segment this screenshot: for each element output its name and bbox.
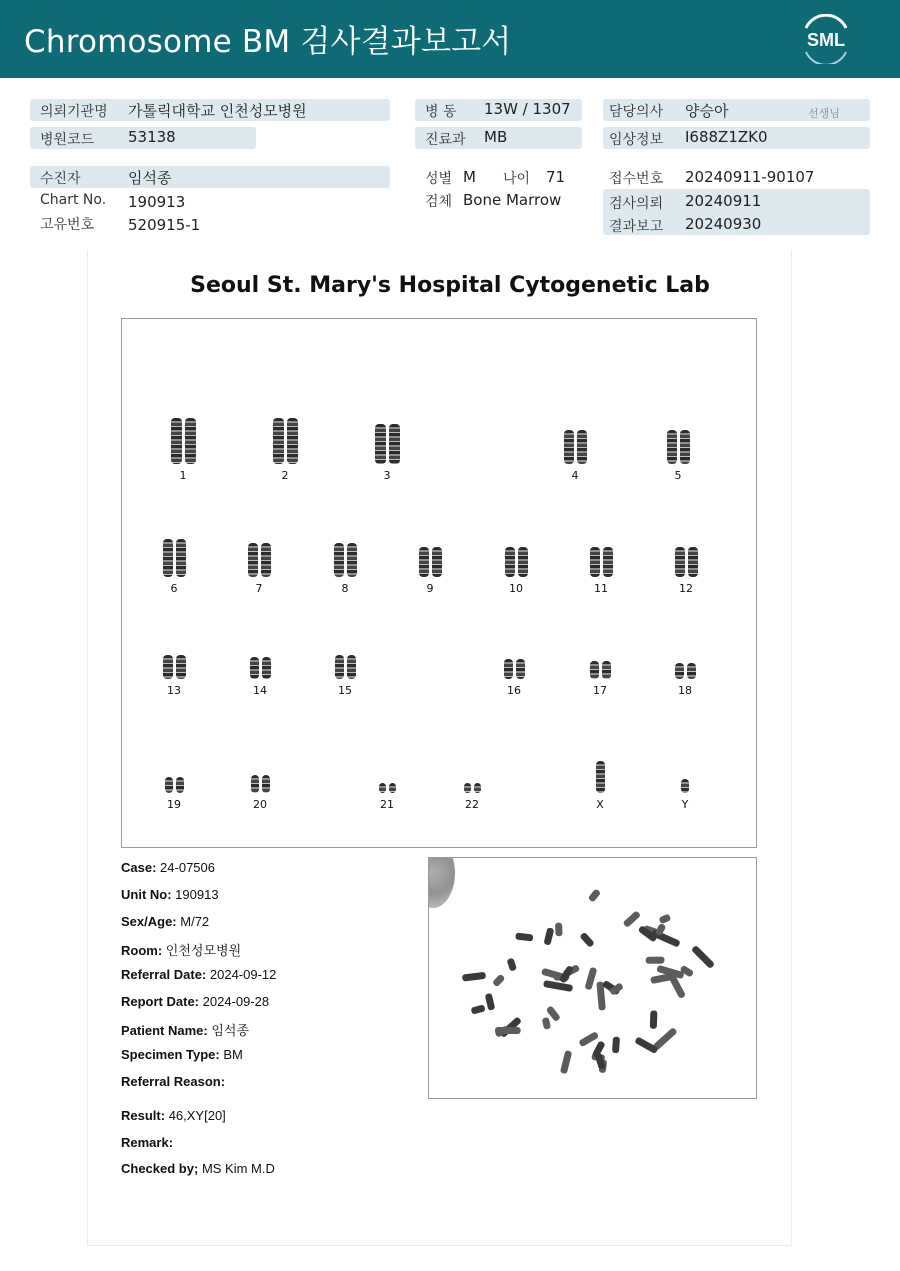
- chromosome-label-11: 11: [594, 582, 608, 595]
- metaphase-chromosome: [579, 932, 595, 948]
- report-date-label: 결과보고: [609, 219, 664, 235]
- chromosome-20-b: [262, 775, 270, 793]
- chromosome-22-b: [474, 783, 481, 793]
- dept-label: 진료과: [425, 132, 466, 148]
- metaphase-chromosome: [560, 1050, 572, 1074]
- metaphase-chromosome: [584, 967, 597, 991]
- room-label: Room:: [121, 943, 163, 958]
- chromosome-10-a: [505, 547, 515, 577]
- chromosome-17-b: [602, 661, 611, 679]
- chromosome-label-X: X: [596, 798, 604, 811]
- metaphase-chromosome: [471, 1004, 486, 1014]
- specimen-type-value: BM: [223, 1047, 243, 1062]
- chromosome-label-3: 3: [383, 469, 391, 482]
- chromosome-label-4: 4: [571, 469, 579, 482]
- chromosome-4-b: [577, 430, 587, 464]
- chromosome-12-a: [675, 547, 685, 577]
- chromosome-17-a: [590, 661, 599, 679]
- metaphase-chromosome: [515, 932, 533, 941]
- dept-value: MB: [484, 128, 508, 146]
- patient-name-line: [121, 1020, 249, 1039]
- case-line: [121, 860, 215, 875]
- checked-value: MS Kim M.D: [201, 1161, 275, 1176]
- metaphase-chromosome: [542, 1017, 551, 1030]
- chromosome-11-b: [603, 547, 613, 577]
- metaphase-chromosome: [612, 1037, 620, 1054]
- chromosome-label-6: 6: [170, 582, 178, 595]
- age-label: 나이: [503, 171, 531, 187]
- chromosome-9-a: [419, 547, 429, 577]
- doctor-label: 담당의사: [609, 104, 664, 120]
- chromosome-22-a: [464, 783, 471, 793]
- institution-label: 의뢰기관명: [40, 104, 108, 120]
- result-label: Result:: [121, 1108, 166, 1123]
- ward-value: 13W / 1307: [484, 100, 571, 118]
- chromosome-7-b: [261, 543, 271, 577]
- report-date-line: [121, 994, 269, 1009]
- chromosome-3-a: [375, 424, 386, 464]
- chromosome-20-a: [251, 775, 259, 793]
- patient-value: 임석종: [128, 169, 172, 187]
- chromosome-2-a: [273, 418, 284, 464]
- chromosome-14-b: [262, 657, 271, 679]
- metaphase-chromosome: [485, 993, 496, 1011]
- metaphase-chromosomes: [429, 858, 756, 1098]
- unique-value: 520915-1: [128, 216, 201, 234]
- sml-logo-text: SML: [807, 30, 845, 50]
- chromosome-9-b: [432, 547, 442, 577]
- karyogram-panel: [121, 318, 757, 848]
- chromosome-12-b: [688, 547, 698, 577]
- unique-label: 고유번호: [40, 217, 95, 233]
- chromosome-label-18: 18: [678, 684, 692, 697]
- metaphase-image: [428, 857, 757, 1099]
- remark-line: [121, 1135, 173, 1150]
- receipt-value: 20240911-90107: [685, 168, 815, 186]
- specimen-type-label: Specimen Type:: [121, 1047, 220, 1062]
- chromosome-13-b: [176, 655, 186, 679]
- referral-date-line: [121, 967, 276, 982]
- sml-logo: [796, 14, 856, 64]
- chart-value: 190913: [128, 193, 186, 211]
- chromosome-19-b: [176, 777, 184, 793]
- unit-value: 190913: [175, 887, 219, 902]
- metaphase-chromosome: [543, 980, 573, 992]
- chromosome-15-b: [347, 655, 356, 679]
- clinical-value: I688Z1ZK0: [685, 128, 768, 146]
- chromosome-1-a: [171, 418, 182, 464]
- specimen-label: 검체: [425, 194, 453, 210]
- report-date-value: 20240930: [685, 215, 762, 233]
- metaphase-chromosome: [646, 957, 665, 964]
- chromosome-13-a: [163, 655, 173, 679]
- sex-label: 성별: [425, 171, 453, 187]
- result-value: 46,XY[20]: [168, 1108, 226, 1123]
- request-value: 20240911: [685, 192, 762, 210]
- chromosome-3-b: [389, 424, 400, 464]
- chromosome-Y: [681, 779, 689, 793]
- request-label: 검사의뢰: [609, 196, 664, 212]
- receipt-label: 접수번호: [609, 171, 664, 187]
- case-value: 24-07506: [160, 860, 215, 875]
- chromosome-label-22: 22: [465, 798, 479, 811]
- hospital-code-label: 병원코드: [40, 132, 95, 148]
- chromosome-label-21: 21: [380, 798, 394, 811]
- chart-label: Chart No.: [40, 192, 107, 208]
- unit-line: [121, 887, 219, 902]
- sex-value: M: [463, 168, 476, 186]
- chromosome-label-Y: Y: [681, 798, 689, 811]
- chromosome-21-a: [379, 783, 386, 793]
- result-line: [121, 1108, 226, 1123]
- chromosome-label-15: 15: [338, 684, 352, 697]
- report-date-label-2: Report Date:: [121, 994, 200, 1009]
- chromosome-5-a: [667, 430, 677, 464]
- ward-label: 병 동: [425, 104, 457, 120]
- referral-date-value: 2024-09-12: [209, 967, 277, 982]
- room-line: [121, 940, 241, 959]
- referral-reason-line: [121, 1074, 225, 1089]
- patient-row-bg: [30, 166, 390, 188]
- chromosome-8-b: [347, 543, 357, 577]
- chromosome-label-1: 1: [179, 469, 187, 482]
- chromosome-label-7: 7: [255, 582, 263, 595]
- doctor-suffix: 선생님: [808, 107, 840, 120]
- chromosome-label-17: 17: [593, 684, 607, 697]
- room-value: 인천성모병원: [165, 943, 242, 958]
- chromosome-4-a: [564, 430, 574, 464]
- sexage-line: [121, 914, 209, 929]
- case-label: Case:: [121, 860, 157, 875]
- chromosome-label-14: 14: [253, 684, 267, 697]
- chromosome-21-b: [389, 783, 396, 793]
- metaphase-chromosome: [622, 910, 641, 928]
- metaphase-chromosome: [588, 888, 602, 902]
- chromosome-10-b: [518, 547, 528, 577]
- report-header: [0, 0, 900, 78]
- chromosome-label-16: 16: [507, 684, 521, 697]
- patient-label: 수진자: [40, 171, 81, 187]
- checked-line: [121, 1161, 275, 1176]
- chromosome-18-b: [687, 663, 696, 679]
- doctor-value: 양승아: [685, 102, 729, 120]
- chromosome-label-20: 20: [253, 798, 267, 811]
- chromosome-2-b: [287, 418, 298, 464]
- chromosome-label-13: 13: [167, 684, 181, 697]
- metaphase-chromosome: [543, 927, 554, 945]
- chromosome-label-2: 2: [281, 469, 289, 482]
- metaphase-chromosome: [650, 1010, 658, 1029]
- chromosome-label-8: 8: [341, 582, 349, 595]
- chromosome-label-19: 19: [167, 798, 181, 811]
- chromosome-16-b: [516, 659, 525, 679]
- chromosome-6-b: [176, 539, 186, 577]
- chromosome-18-a: [675, 663, 684, 679]
- chromosome-7-a: [248, 543, 258, 577]
- metaphase-chromosome: [658, 913, 671, 924]
- lab-title: Seoul St. Mary's Hospital Cytogenetic Lab: [190, 273, 710, 298]
- chromosome-6-a: [163, 539, 173, 577]
- sexage-value: M/72: [180, 914, 210, 929]
- chromosome-8-a: [334, 543, 344, 577]
- report-date-value-2: 2024-09-28: [202, 994, 270, 1009]
- age-value: 71: [546, 168, 566, 186]
- chromosome-19-a: [165, 777, 173, 793]
- metaphase-chromosome: [578, 1031, 599, 1047]
- chromosome-16-a: [504, 659, 513, 679]
- specimen-value: Bone Marrow: [463, 191, 562, 209]
- chromosome-X: [596, 761, 605, 793]
- referral-reason-label: Referral Reason:: [121, 1074, 226, 1089]
- chromosome-15-a: [335, 655, 344, 679]
- metaphase-chromosome: [691, 945, 715, 969]
- unit-label: Unit No:: [121, 887, 172, 902]
- chromosome-label-12: 12: [679, 582, 693, 595]
- metaphase-chromosome: [462, 972, 486, 982]
- metaphase-chromosome: [555, 923, 563, 937]
- metaphase-chromosome: [507, 958, 517, 972]
- patient-name-value: 임석종: [211, 1023, 250, 1038]
- patient-name-label: Patient Name:: [121, 1023, 208, 1038]
- chromosome-label-9: 9: [426, 582, 434, 595]
- specimen-type-line: [121, 1047, 243, 1062]
- checked-label: Checked by;: [121, 1161, 199, 1176]
- hospital-code-value: 53138: [128, 128, 176, 146]
- report-header-title: Chromosome BM 검사결과보고서: [24, 24, 512, 60]
- chromosome-label-10: 10: [509, 582, 523, 595]
- clinical-label: 임상정보: [609, 132, 664, 148]
- institution-value: 가톨릭대학교 인천성모병원: [128, 102, 307, 120]
- chromosome-14-a: [250, 657, 259, 679]
- remark-label: Remark:: [121, 1135, 174, 1150]
- sexage-label: Sex/Age:: [121, 914, 177, 929]
- chromosome-label-5: 5: [674, 469, 682, 482]
- chromosome-1-b: [185, 418, 196, 464]
- metaphase-chromosome: [492, 974, 506, 988]
- chromosome-11-a: [590, 547, 600, 577]
- referral-date-label: Referral Date:: [121, 967, 207, 982]
- chromosome-5-b: [680, 430, 690, 464]
